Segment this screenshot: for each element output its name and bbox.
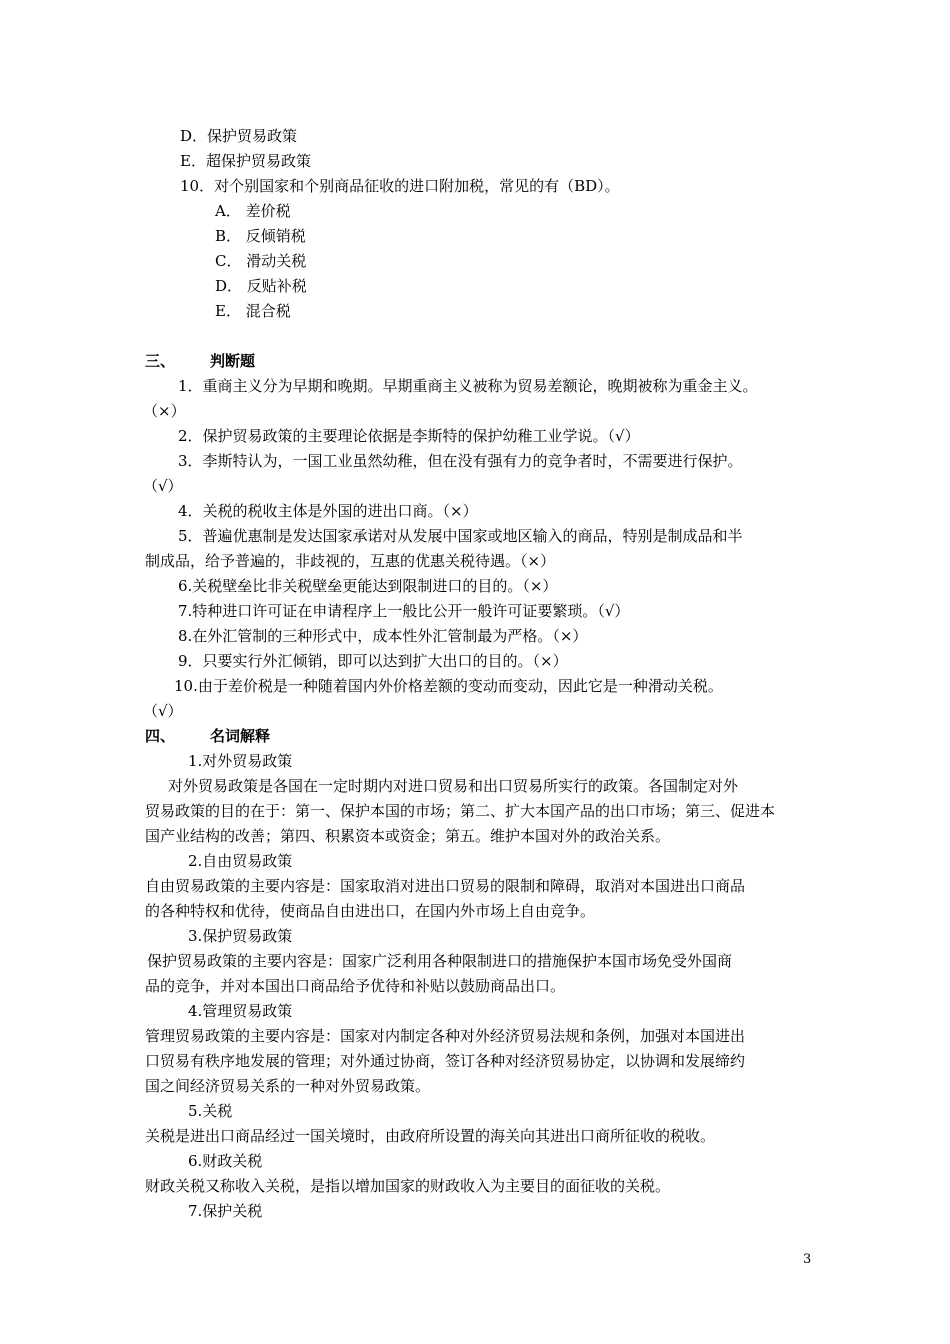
tf-item-5: 5．普遍优惠制是发达国家承诺对从发展中国家或地区输入的商品，特别是制成品和半 <box>178 527 743 545</box>
tf-item-2: 2．保护贸易政策的主要理论依据是李斯特的保护幼稚工业学说。（√） <box>178 427 640 445</box>
term-2-def-line-1: 自由贸易政策的主要内容是：国家取消对进出口贸易的限制和障碍，取消对本国进出口商品 <box>145 877 746 895</box>
term-7-title: 7.保护关税 <box>188 1202 263 1220</box>
term-1-def-line-3: 国产业结构的改善；第四、积累资本或资金；第五。维护本国对外的政治关系。 <box>145 827 671 845</box>
term-2-title: 2.自由贸易政策 <box>188 852 293 870</box>
term-6-title: 6.财政关税 <box>188 1152 263 1170</box>
tf-item-9: 9．只要实行外汇倾销，即可以达到扩大出口的目的。（×） <box>178 652 568 670</box>
section-4-heading: 名词解释 <box>210 727 271 745</box>
term-2-def-line-2: 的各种特权和优待，使商品自由进出口，在国内外市场上自由竞争。 <box>145 902 596 920</box>
term-4-def-line-1: 管理贸易政策的主要内容是：国家对内制定各种对外经济贸易法规和条例，加强对本国进出 <box>145 1027 746 1045</box>
tf-item-10-answer: （√） <box>143 702 183 720</box>
tf-item-8: 8.在外汇管制的三种形式中，成本性外汇管制最为严格。（×） <box>178 627 588 645</box>
tf-item-3-answer: （√） <box>143 477 183 495</box>
term-1-def-line-2: 贸易政策的目的在于：第一、保护本国的市场；第二、扩大本国产品的出口市场；第三、促进本 <box>145 802 776 820</box>
term-1-title: 1.对外贸易政策 <box>188 752 293 770</box>
q10-option-a: A． 差价税 <box>215 202 291 220</box>
q10-option-d: D． 反贴补税 <box>215 277 307 295</box>
term-6-def-line-1: 财政关税又称收入关税，是指以增加国家的财政收入为主要目的面征收的关税。 <box>145 1177 671 1195</box>
term-4-def-line-3: 国之间经济贸易关系的一种对外贸易政策。 <box>145 1077 431 1095</box>
q10-option-c: C． 滑动关税 <box>215 252 307 270</box>
tf-item-6: 6.关税壁垒比非关税壁垒更能达到限制进口的目的。（×） <box>178 577 558 595</box>
tf-item-3: 3．李斯特认为，一国工业虽然幼稚，但在没有强有力的竞争者时，不需要进行保护。 <box>178 452 743 470</box>
tf-item-10: 10.由于差价税是一种随着国内外价格差额的变动而变动，因此它是一种滑动关税。 <box>174 677 723 695</box>
tf-item-1-answer: （×） <box>143 402 186 420</box>
tf-item-5-cont: 制成品，给予普遍的，非歧视的，互惠的优惠关税待遇。（×） <box>145 552 556 570</box>
term-3-def-line-1: 保护贸易政策的主要内容是：国家广泛利用各种限制进口的措施保护本国市场免受外国商 <box>147 952 733 970</box>
option-d: D．保护贸易政策 <box>180 127 298 145</box>
section-3-number: 三、 <box>145 352 176 370</box>
page-number: 3 <box>803 1252 812 1267</box>
question-10-stem: 10．对个别国家和个别商品征收的进口附加税，常见的有（BD）。 <box>180 177 620 195</box>
section-3-heading: 判断题 <box>210 352 256 370</box>
term-4-def-line-2: 口贸易有秩序地发展的管理；对外通过协商，签订各种对经济贸易协定，以协调和发展缔约 <box>145 1052 746 1070</box>
term-1-def-line-1: 对外贸易政策是各国在一定时期内对进口贸易和出口贸易所实行的政策。各国制定对外 <box>168 777 739 795</box>
term-3-def-line-2: 品的竞争，并对本国出口商品给予优待和补贴以鼓励商品出口。 <box>145 977 566 995</box>
section-4-number: 四、 <box>145 727 176 745</box>
option-e: E．超保护贸易政策 <box>180 152 311 170</box>
q10-option-b: B． 反倾销税 <box>215 227 306 245</box>
tf-item-1: 1．重商主义分为早期和晚期。早期重商主义被称为贸易差额论，晚期被称为重金主义。 <box>178 377 758 395</box>
term-5-def-line-1: 关税是进出口商品经过一国关境时，由政府所设置的海关向其进出口商所征收的税收。 <box>145 1127 716 1145</box>
tf-item-4: 4．关税的税收主体是外国的进出口商。（×） <box>178 502 478 520</box>
term-4-title: 4.管理贸易政策 <box>188 1002 293 1020</box>
term-3-title: 3.保护贸易政策 <box>188 927 293 945</box>
q10-option-e: E． 混合税 <box>215 302 291 320</box>
tf-item-7: 7.特种进口许可证在申请程序上一般比公开一般许可证要繁琐。（√） <box>178 602 630 620</box>
term-5-title: 5.关税 <box>188 1102 233 1120</box>
